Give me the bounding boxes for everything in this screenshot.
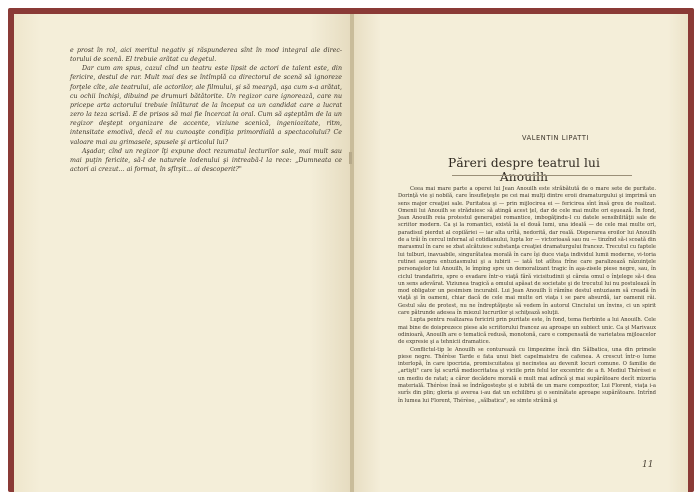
left-page — [14, 14, 350, 492]
article-paragraph: Lupta pentru realizarea fericirii prin puritate este, în fond, tema fierbinte a lui Anouilh. Cele mai bine de doisprezece piese ale scriitorului francez au aproape un subiect unic. Ca şi Marivaux odinioară, Anouilh are o tematică redusă, monotonă, care e compensată de varietatea mijloacelor de expresie şi a tehnicii dramatice. — [398, 317, 656, 346]
page-number: 11 — [642, 460, 654, 470]
article-author: VALENTIN LIPATTI — [521, 134, 589, 142]
article-title: Păreri despre teatrul lui Anouilh — [448, 156, 600, 184]
left-paragraph: e prost în rol, aici meritul negativ şi răspunderea sînt în mod integral ale direc-torului de scenă. El trebuie arătat cu degetul. — [70, 47, 342, 64]
left-page-text — [70, 46, 342, 174]
page-edge-mark — [349, 152, 352, 164]
book-spread — [14, 14, 688, 492]
article-paragraph: Ceea mai mare parte a operei lui Jean Anouilh este străbătută de o mare sete de puritate. Dorinţă vie şi nobilă, care însufleţeşte pe cei mai mulţi dintre eroii dramaturgului şi imprimă un sens major creaţiei sale. Puritatea şi — prin mijlocirea ei — fericirea sînt însă greu de realizat. Omenii lui Anouilh se străduiesc să atingă acest ţel, dar de cele mai multe ori eşuează. În fond, Jean Anouilh reia protestul generaţiei romantice, imbogăţindu-l cu datele sensibilităţii sale de scriitor modern. Ca şi la romantici, există la el două lumi, una ideală — de cele mai multe ori, paradisul pierdut al copilăriei — iar alta urîtă, nedorită, dar reală. Disperarea eroilor lui Anouilh de a trăi în cercul infernal al cotidianului, lupta lor — victorioasă sau nu — tinzînd să-i scoată din marasmul în care se zbat alcătuiesc substanţa creaţiei dramaturgului francez. Trecutul cu faptele lui tulburi, inavuabile, singurătatea morală în care îşi duce viaţa individul lumii moderne, vi-toria rutinei asupra entuziasmului şi a iubirii — iată tot atîtea frîne care paralizează năzuinţele personajelor lui Anouilh, le împing spre un demoralizant tragic în aşa-zisele piese negre, sau, în ciclul trandafiriu, spre o evadare într-o viaţă fără vicisitudinii şi căreia omul o înţelege să-i dea un sens adevărat. Viziunea tragică a omului apăsat de societate şi de trecutul lui nu postulează în mod obligator un pesimism incurabil. Lui Jean Anouilh îi rămîne destul entuziasm să creadă în viaţă şi în oameni, chiar dacă de cele mai multe ori viaţa i se pare absurdă, iar oamenii răi. Gestul său de protest, nu ne îndreptăţeşte să vedem în autorul Cinciului un învins, ci un spirit care pătrunde adesea în miezul lucrurilor şi schiţează soluţii. — [398, 186, 656, 317]
left-paragraph: Aşadar, cînd un regizor îţi expune doct rezumatul lecturilor sale, mai mult sau mai puţin fericite, să-l de naturele lodenului şi intreabă-l la rece: „Dumneata ce actori ai crezut... ai format, în sfîrşit... ai descoperit?" — [70, 147, 342, 174]
left-paragraph: Dar cum am spus, cazul cînd un teatru este lipsit de actori de talent este, din fericire, destul de rar. Mult mai des se întîmplă ca directorul de scenă să ignoreze forţele cîte, ale teatrului, ale actorilor, ale filmului, şi să meargă, aşa cum s-a arătat, cu ochii închişi, dibuind pe drumuri bătătorite. Un regizor care ignorează, care nu pricepe arta actorului trebuie înlăturat de la început ca un candidat care a lucrat zero la teza scrisă. E de prisos să mai fie încercat la oral. Cum să aşteptăm de la un regizor deştept organizare de accente, viziune scenică, ingeniozitate, ritm, intensitate emotivă, decă el nu cunoaşte condiţia primordială a spectacolului? Ce valoare mai au grimasele, spusele şi articolul lui? — [70, 65, 342, 146]
title-rule — [452, 175, 632, 176]
article-body — [398, 186, 656, 405]
article-paragraph: Conflictul-tip le Anouilh se conturează cu limpezime încă din Sălbatica, una din primele piese negre. Thérèse Tarde e fata unui biet capelmaistru de cafenea. A crescut într-o lume interlopă, în care ipocrizia, promiscuitatea şi necinstea au devenit locuri comune. O familie de „artişti" care îşi scurtă mediocritatea şi viciile prin felul lor excentric de a fi. Mediul Thérèsei e un mediu de ratat; a căror decădere morală e mult mai adîncă şi mai supărătoare decît mizeria materială. Thérèse însă se îndrăgosteşte şi e iubită de un mare compozitor, Lui Florent, viaţa i-a surîs din plin; gloria şi averea i-au dat un echilibru şi o seninătate aproape supărătoare. Intrînd în lumea lui Florent, Thérèse, „sălbatica", se simte străină şi — [398, 346, 656, 404]
right-page — [354, 14, 688, 492]
